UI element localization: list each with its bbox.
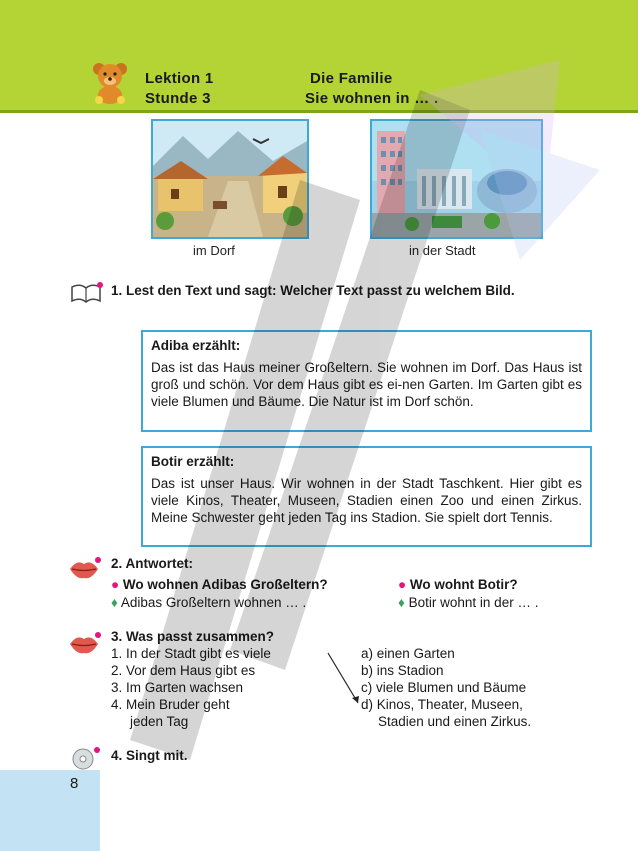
book-icon [68, 281, 104, 305]
page-number: 8 [70, 775, 79, 792]
question-2 [398, 576, 518, 593]
city-picture [370, 119, 543, 239]
lesson-number: Lektion 1 [145, 70, 214, 87]
task2-title: 2. Antwortet: [111, 556, 193, 571]
green-bullet-icon: ♦ [111, 595, 121, 610]
answer-1 [111, 594, 306, 611]
match-right-b: b) ins Stadion [361, 663, 444, 678]
hour-number: Stunde 3 [145, 90, 211, 107]
adiba-title: Adiba erzählt: [151, 338, 241, 353]
pink-bullet-icon: ● [111, 577, 123, 592]
page-corner-strip [0, 770, 100, 851]
match-right-a: a) einen Garten [361, 646, 455, 661]
answer-1-text: Adibas Großeltern wohnen … . [120, 595, 307, 610]
green-bullet-icon: ♦ [398, 595, 409, 610]
match-left-4: 4. Mein Bruder geht [111, 697, 230, 712]
botir-title: Botir erzählt: [151, 454, 235, 469]
match-right-d-cont: Stadien und einen Zirkus. [378, 714, 532, 729]
answer-2 [398, 594, 538, 611]
city-caption: in der Stadt [409, 243, 476, 258]
adiba-text-box [141, 330, 592, 432]
header-divider [0, 110, 638, 113]
village-illustration [153, 121, 307, 237]
village-picture [151, 119, 309, 239]
task4-title: 4. Singt mit. [111, 748, 188, 763]
village-caption: im Dorf [193, 243, 235, 258]
matching-arrow-icon [325, 650, 365, 710]
botir-text-box [141, 446, 592, 547]
question-1-text: Wo wohnen Adibas Großeltern? [122, 577, 328, 592]
task3-title: 3. Was passt zusammen? [111, 629, 275, 644]
match-right-c: c) viele Blumen und Bäume [361, 680, 527, 695]
task1-instruction: 1. Lest den Text und sagt: Welcher Text passt zu welchem Bild. [111, 283, 515, 298]
match-right-d: d) Kinos, Theater, Museen, [361, 697, 523, 712]
hour-title: Sie wohnen in … . [305, 90, 439, 107]
lips-icon [68, 556, 102, 582]
pink-bullet-icon: ● [398, 577, 410, 592]
match-left-1: 1. In der Stadt gibt es viele [111, 646, 271, 661]
match-left-2: 2. Vor dem Haus gibt es [111, 663, 256, 678]
question-1 [111, 576, 328, 593]
teddy-bear-icon [90, 60, 130, 105]
cd-icon [70, 746, 102, 770]
city-illustration [372, 121, 541, 237]
lips-icon [68, 631, 102, 657]
match-left-4-cont: jeden Tag [130, 714, 189, 729]
match-left-3: 3. Im Garten wachsen [111, 680, 244, 695]
question-2-text: Wo wohnt Botir? [409, 577, 518, 592]
lesson-title: Die Familie [310, 70, 393, 87]
answer-2-text: Botir wohnt in der … . [408, 595, 539, 610]
botir-text: Das ist unser Haus. Wir wohnen in der Stadt Taschkent. Hier gibt es viele Kinos, Theater, Museen, Stadien einen Zoo und einen Zirkus. Meine Schwester geht jeden Tag ins Stadion. Sie spielt dort Tennis. [151, 476, 582, 525]
adiba-text: Das ist das Haus meiner Großeltern. Sie wohnen im Dorf. Das Haus ist groß und schön. Vor dem Haus gibt es ei-nen Garten. Im Garten gibt es viele Blumen und Bäume. Die Natur ist im Dorf schön. [151, 360, 582, 409]
